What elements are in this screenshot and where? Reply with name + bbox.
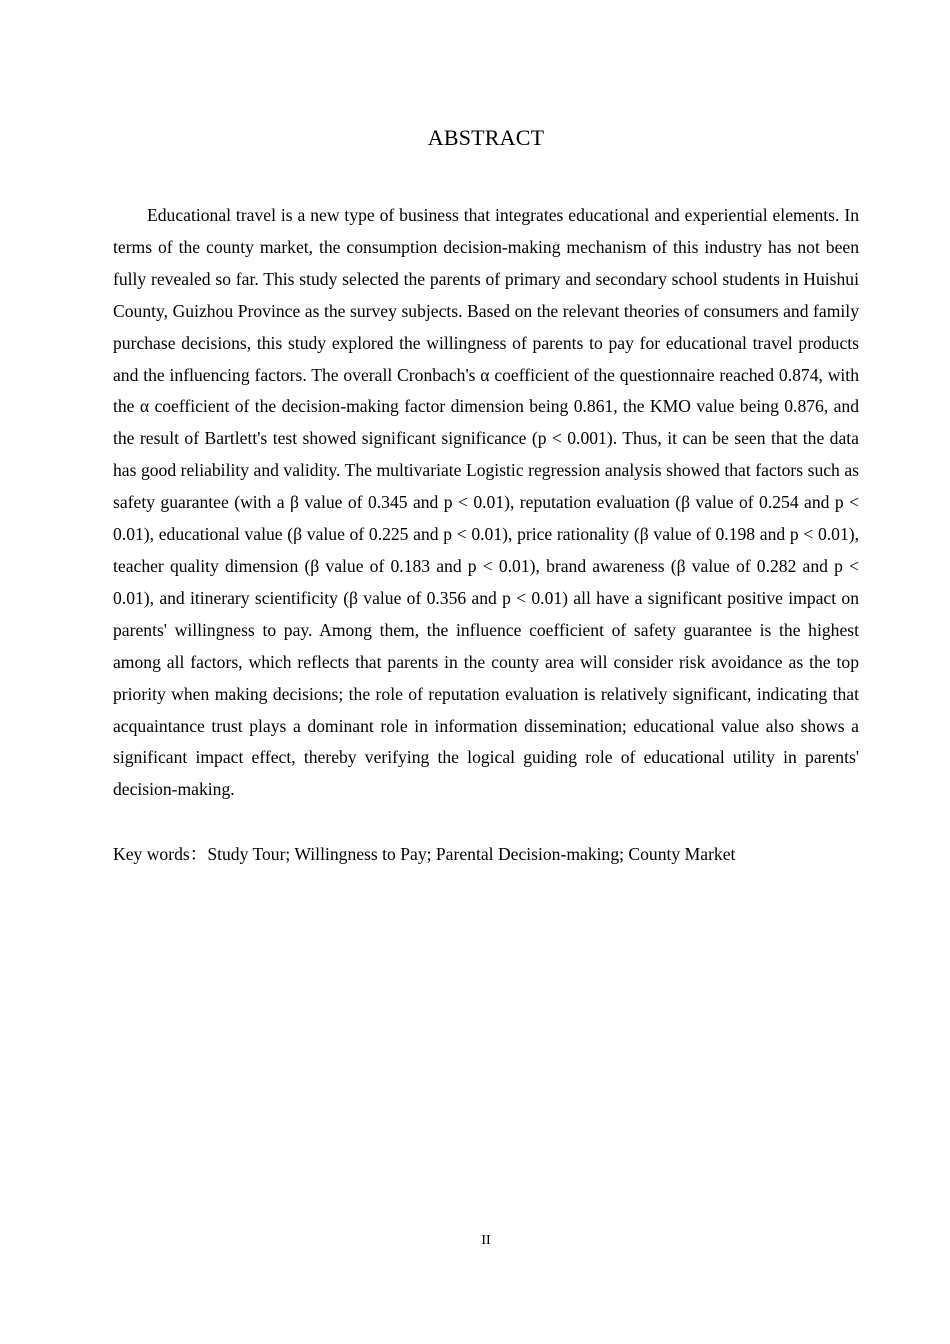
keywords-list: Study Tour; Willingness to Pay; Parental Decision-making; County Market [207, 844, 736, 864]
abstract-title: ABSTRACT [427, 125, 545, 150]
keywords-line [113, 838, 859, 870]
page-number: II [481, 1233, 491, 1248]
keywords-label: Key words： [113, 844, 208, 864]
abstract-body: Educational travel is a new type of business that integrates educational and experiential elements. In terms of the county market, the consumption decision-making mechanism of this industry has not been fully revealed so far. This study selected the parents of primary and secondary school students in Huishui County, Guizhou Province as the survey subjects. Based on the relevant theories of consumers and family purchase decisions, this study explored the willingness of parents to pay for educational travel products and the influencing factors. The overall Cronbach's α coefficient of the questionnaire reached 0.874, with the α coefficient of the decision-making factor dimension being 0.861, the KMO value being 0.876, and the result of Bartlett's test showed significant significance (p < 0.001). Thus, it can be seen that the data has good reliability and validity. The multivariate Logistic regression analysis showed that factors such as safety guarantee (with a β value of 0.345 and p < 0.01), reputation evaluation (β value of 0.254 and p < 0.01), educational value (β value of 0.225 and p < 0.01), price rationality (β value of 0.198 and p < 0.01), teacher quality dimension (β value of 0.183 and p < 0.01), brand awareness (β value of 0.282 and p < 0.01), and itinerary scientificity (β value of 0.356 and p < 0.01) all have a significant positive impact on parents' willingness to pay. Among them, the influence coefficient of safety guarantee is the highest among all factors, which reflects that parents in the county area will consider risk avoidance as the top priority when making decisions; the role of reputation evaluation is relatively significant, indicating that acquaintance trust plays a dominant role in information dissemination; educational value also shows a significant impact effect, thereby verifying the logical guiding role of educational utility in parents' decision-making. [113, 205, 859, 800]
